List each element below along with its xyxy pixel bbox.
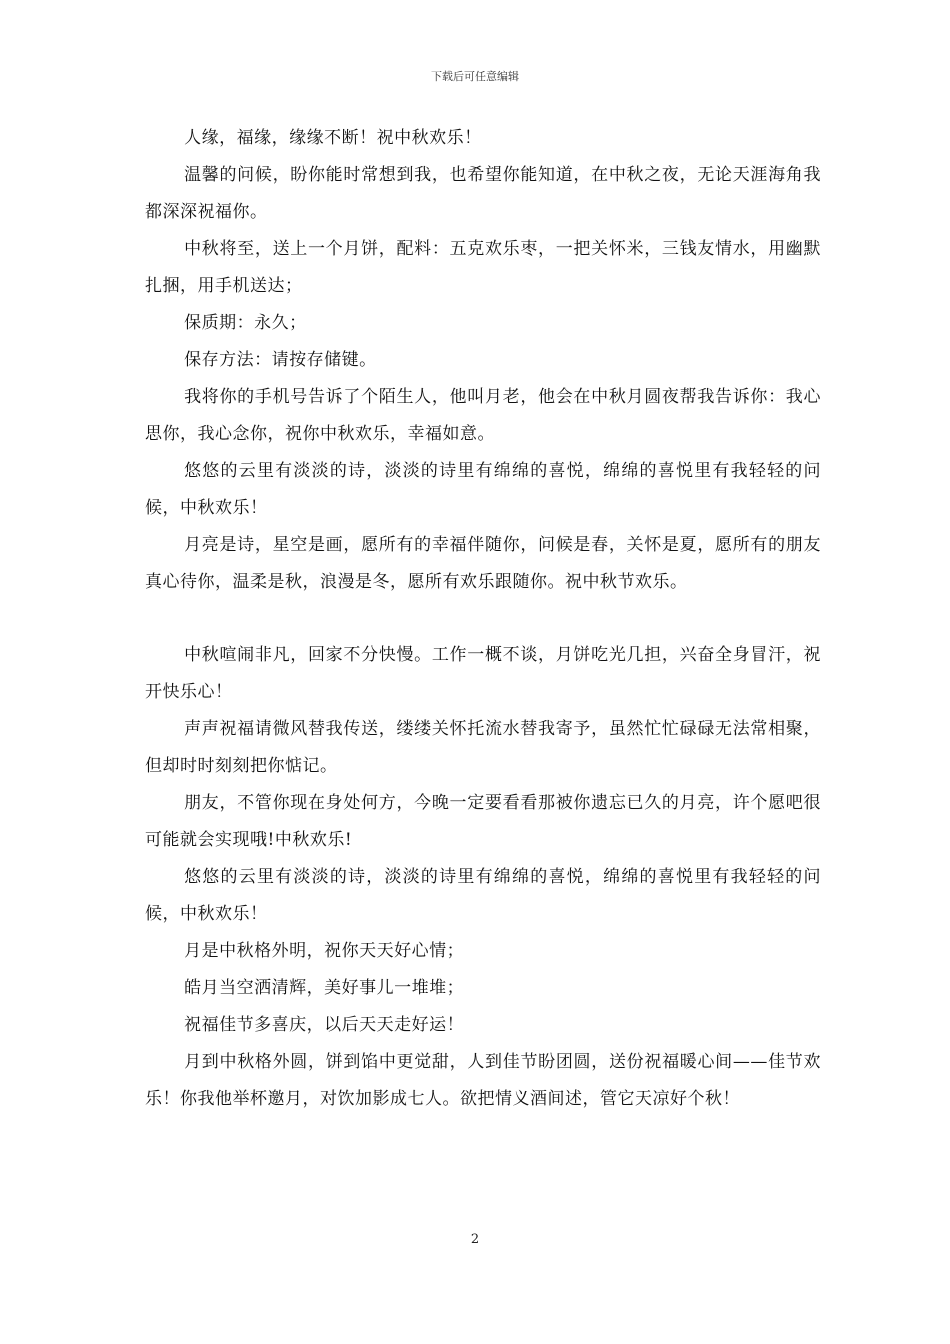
paragraph: 月亮是诗，星空是画，愿所有的幸福伴随你，问候是春，关怀是夏，愿所有的朋友真心待你，温柔是秋，浪漫是冬，愿所有欢乐跟随你。祝中秋节欢乐。 (145, 535, 821, 592)
paragraph: 祝福佳节多喜庆，以后天天走好运！ (184, 1015, 465, 1035)
paragraph: 人缘，福缘，缘缘不断！祝中秋欢乐！ (184, 128, 482, 148)
paragraph: 保质期：永久； (184, 313, 307, 333)
paragraph: 声声祝福请微风替我传送，缕缕关怀托流水替我寄予，虽然忙忙碌碌无法常相聚，但却时时刻刻把你惦记。 (145, 719, 821, 776)
page-header: 下载后可任意编辑 (431, 70, 519, 83)
paragraph: 我将你的手机号告诉了个陌生人，他叫月老，他会在中秋月圆夜帮我告诉你：我心思你，我心念你，祝你中秋欢乐，幸福如意。 (145, 387, 821, 444)
paragraph: 保存方法：请按存储键。 (184, 350, 377, 370)
document-body (145, 120, 821, 1118)
paragraph: 中秋喧闹非凡，回家不分快慢。工作一概不谈，月饼吃光几担，兴奋全身冒汗，祝开快乐心！ (145, 645, 821, 702)
paragraph: 中秋将至，送上一个月饼，配料：五克欢乐枣，一把关怀米，三钱友情水，用幽默扎捆，用手机送达； (145, 239, 821, 296)
paragraph-gap (145, 601, 821, 637)
paragraph: 月到中秋格外圆，饼到馅中更觉甜，人到佳节盼团圆，送份祝福暖心间——佳节欢乐！你我他举杯邀月，对饮加影成七人。欲把情义酒间述，管它天凉好个秋！ (145, 1052, 821, 1109)
paragraph: 皓月当空洒清辉，美好事儿一堆堆； (184, 978, 465, 998)
paragraph: 月是中秋格外明，祝你天天好心情； (184, 941, 465, 961)
paragraph: 朋友，不管你现在身处何方，今晚一定要看看那被你遗忘已久的月亮，许个愿吧很可能就会实现哦!中秋欢乐! (145, 793, 821, 850)
paragraph: 悠悠的云里有淡淡的诗，淡淡的诗里有绵绵的喜悦，绵绵的喜悦里有我轻轻的问候，中秋欢乐！ (145, 461, 821, 518)
paragraph: 悠悠的云里有淡淡的诗，淡淡的诗里有绵绵的喜悦，绵绵的喜悦里有我轻轻的问候，中秋欢乐！ (145, 867, 821, 924)
paragraph: 温馨的问候，盼你能时常想到我，也希望你能知道，在中秋之夜，无论天涯海角我都深深祝福你。 (145, 165, 821, 222)
page-number: 2 (470, 1232, 480, 1247)
